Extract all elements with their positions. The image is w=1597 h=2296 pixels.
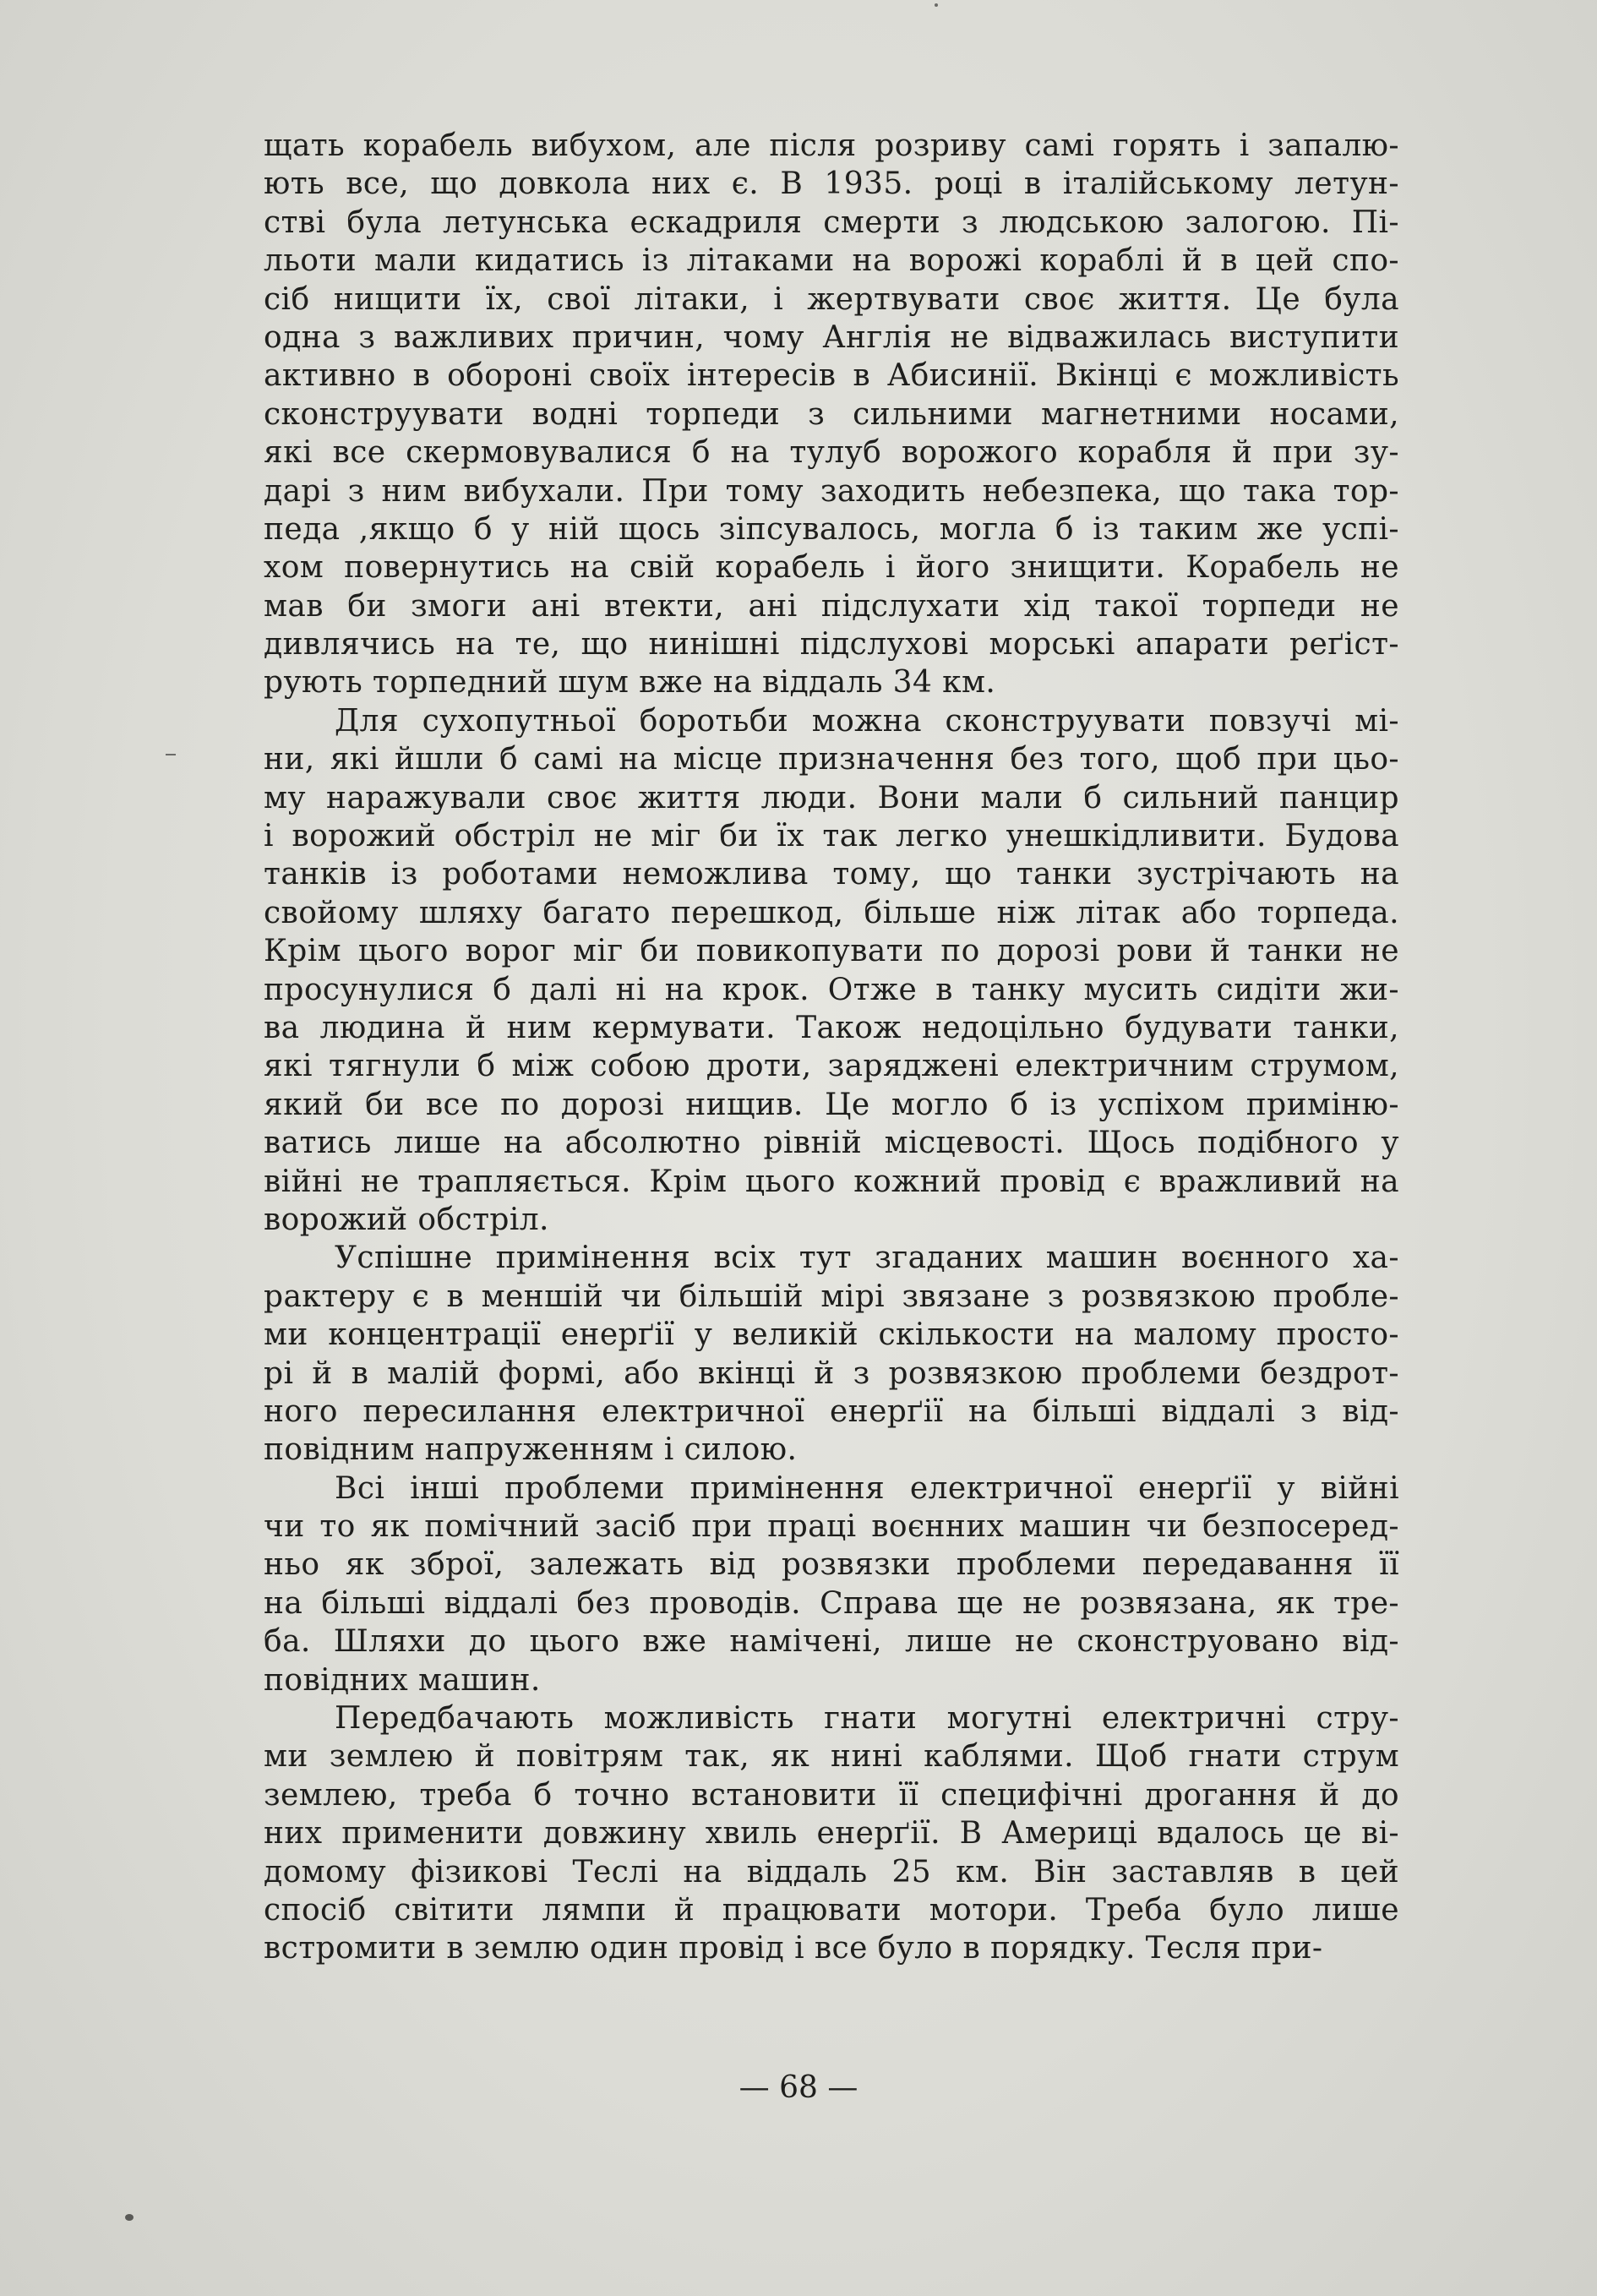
text-line: ворожий обстріл. [264, 1202, 549, 1237]
paragraph [264, 1470, 1399, 1699]
paragraph [264, 127, 1399, 702]
text-line: рують торпедний шум вже на віддаль 34 км. [264, 665, 996, 701]
text-line: щать корабель вибухом, але після розриву самі горять і запалю- [264, 128, 1399, 163]
text-line: домому фізикові Теслі на віддаль 25 км. Він заставляв в цей [264, 1854, 1399, 1890]
text-line: стві була летунська ескадриля смерти з людською залогою. Пі- [264, 205, 1399, 240]
text-line: Успішне примінення всіх тут згаданих машин воєнного ха- [335, 1241, 1399, 1276]
text-line: землею, треба б точно встановити її специфічні дрогання й до [264, 1777, 1399, 1813]
text-line: педа ,якщо б у ній щось зіпсувалось, могла б із таким же успі- [264, 511, 1399, 547]
text-line: і ворожий обстріл не міг би їх так легко унешкідливити. Будова [264, 819, 1399, 854]
text-line: які тягнули б між собою дроти, заряджені електричним струмом, [264, 1049, 1399, 1084]
text-line: рі й в малій формі, або вкінці й з розвязкою проблеми бездрот- [264, 1355, 1399, 1391]
text-line: який би все по дорозі нищив. Це могло б із успіхом приміню- [264, 1087, 1399, 1122]
text-line: льоти мали кидатись із літаками на ворожі кораблі й в цей спо- [264, 243, 1399, 279]
text-line: сіб нищити їх, свої літаки, і жертвувати своє життя. Це була [264, 281, 1399, 317]
text-line: війні не трапляється. Крім цього кожний провід є вражливий на [264, 1164, 1399, 1199]
paragraph [264, 1699, 1399, 1968]
text-line: хом повернутись на свій корабель і його знищити. Корабель не [264, 550, 1399, 586]
text-line: дивлячись на те, що нинішні підслухові морські апарати реґіст- [264, 627, 1399, 663]
text-line: танків із роботами неможлива тому, що танки зустрічають на [264, 857, 1399, 892]
text-line: мав би змоги ані втекти, ані підслухати хід такої торпеди не [264, 588, 1399, 624]
ink-speck [125, 2214, 134, 2221]
text-line: спосіб світити лямпи й працювати мотори. Треба було лише [264, 1892, 1399, 1928]
text-line: Передбачають можливість гнати могутні електричні стру- [335, 1701, 1399, 1737]
text-line: ньо як зброї, залежать від розвязки проблеми передавання її [264, 1547, 1399, 1583]
text-line: на більші віддалі без проводів. Справа ще не розвязана, як тре- [264, 1585, 1399, 1621]
text-line: чи то як помічний засіб при праці воєнних машин чи безпосеред- [264, 1509, 1399, 1545]
text-line: ба. Шляхи до цього вже намічені, лише не сконструовано від- [264, 1624, 1399, 1660]
text-line: Крім цього ворог міг би повикопувати по дорозі рови й танки не [264, 934, 1399, 969]
text-line: ватись лише на абсолютно рівній місцевості. Щось подібного у [264, 1126, 1399, 1161]
text-line: ють все, що довкола них є. В 1935. році в італійському летун- [264, 166, 1399, 202]
text-line: ми землею й повітрям так, як нині каблями. Щоб гнати струм [264, 1739, 1399, 1775]
text-line: ного пересилання електричної енерґії на більші віддалі з від- [264, 1393, 1399, 1429]
text-line: свойому шляху багато перешкод, більше ніж літак або торпеда. [264, 895, 1399, 930]
text-line: сконструувати водні торпеди з сильними магнетними носами, [264, 396, 1399, 432]
page-number: — 68 — [739, 2070, 858, 2105]
paper-speck [935, 3, 938, 7]
text-line: Для сухопутньої боротьби можна сконструувати повзучі мі- [335, 703, 1399, 739]
text-line: одна з важливих причин, чому Англія не відважилась виступити [264, 319, 1399, 355]
text-line: ва людина й ним кермувати. Також недоцільно будувати танки, [264, 1010, 1399, 1045]
text-line: Всі інші проблеми примінення електричної енерґії у війні [335, 1470, 1399, 1506]
text-line: му наражували своє життя люди. Вони мали б сильний панцир [264, 780, 1399, 815]
body-text [264, 127, 1399, 1968]
text-line: дарі з ним вибухали. При тому заходить небезпека, що така тор- [264, 473, 1399, 509]
text-line: встромити в землю один провід і все було в порядку. Тесля при- [264, 1931, 1323, 1966]
paragraph [264, 702, 1399, 1239]
text-line: ми концентрації енерґії у великій скількости на малому просто- [264, 1317, 1399, 1353]
text-line: повідним напруженням і силою. [264, 1432, 798, 1468]
text-line: які все скермовувалися б на тулуб ворожого корабля й при зу- [264, 435, 1399, 471]
text-line: активно в обороні своїх інтересів в Абисинії. Вкінці є можливість [264, 358, 1399, 394]
text-line: повідних машин. [264, 1662, 541, 1698]
margin-mark [166, 754, 176, 755]
text-line: рактеру є в меншій чи більшій мірі звязане з розвязкою пробле- [264, 1279, 1399, 1314]
text-line: ни, які йшли б самі на місце призначення без того, щоб при цьо- [264, 742, 1399, 777]
text-line: просунулися б далі ні на крок. Отже в танку мусить сидіти жи- [264, 972, 1399, 1007]
text-line: них применити довжину хвиль енерґії. В Америці вдалось це ві- [264, 1816, 1399, 1852]
paragraph [264, 1239, 1399, 1469]
